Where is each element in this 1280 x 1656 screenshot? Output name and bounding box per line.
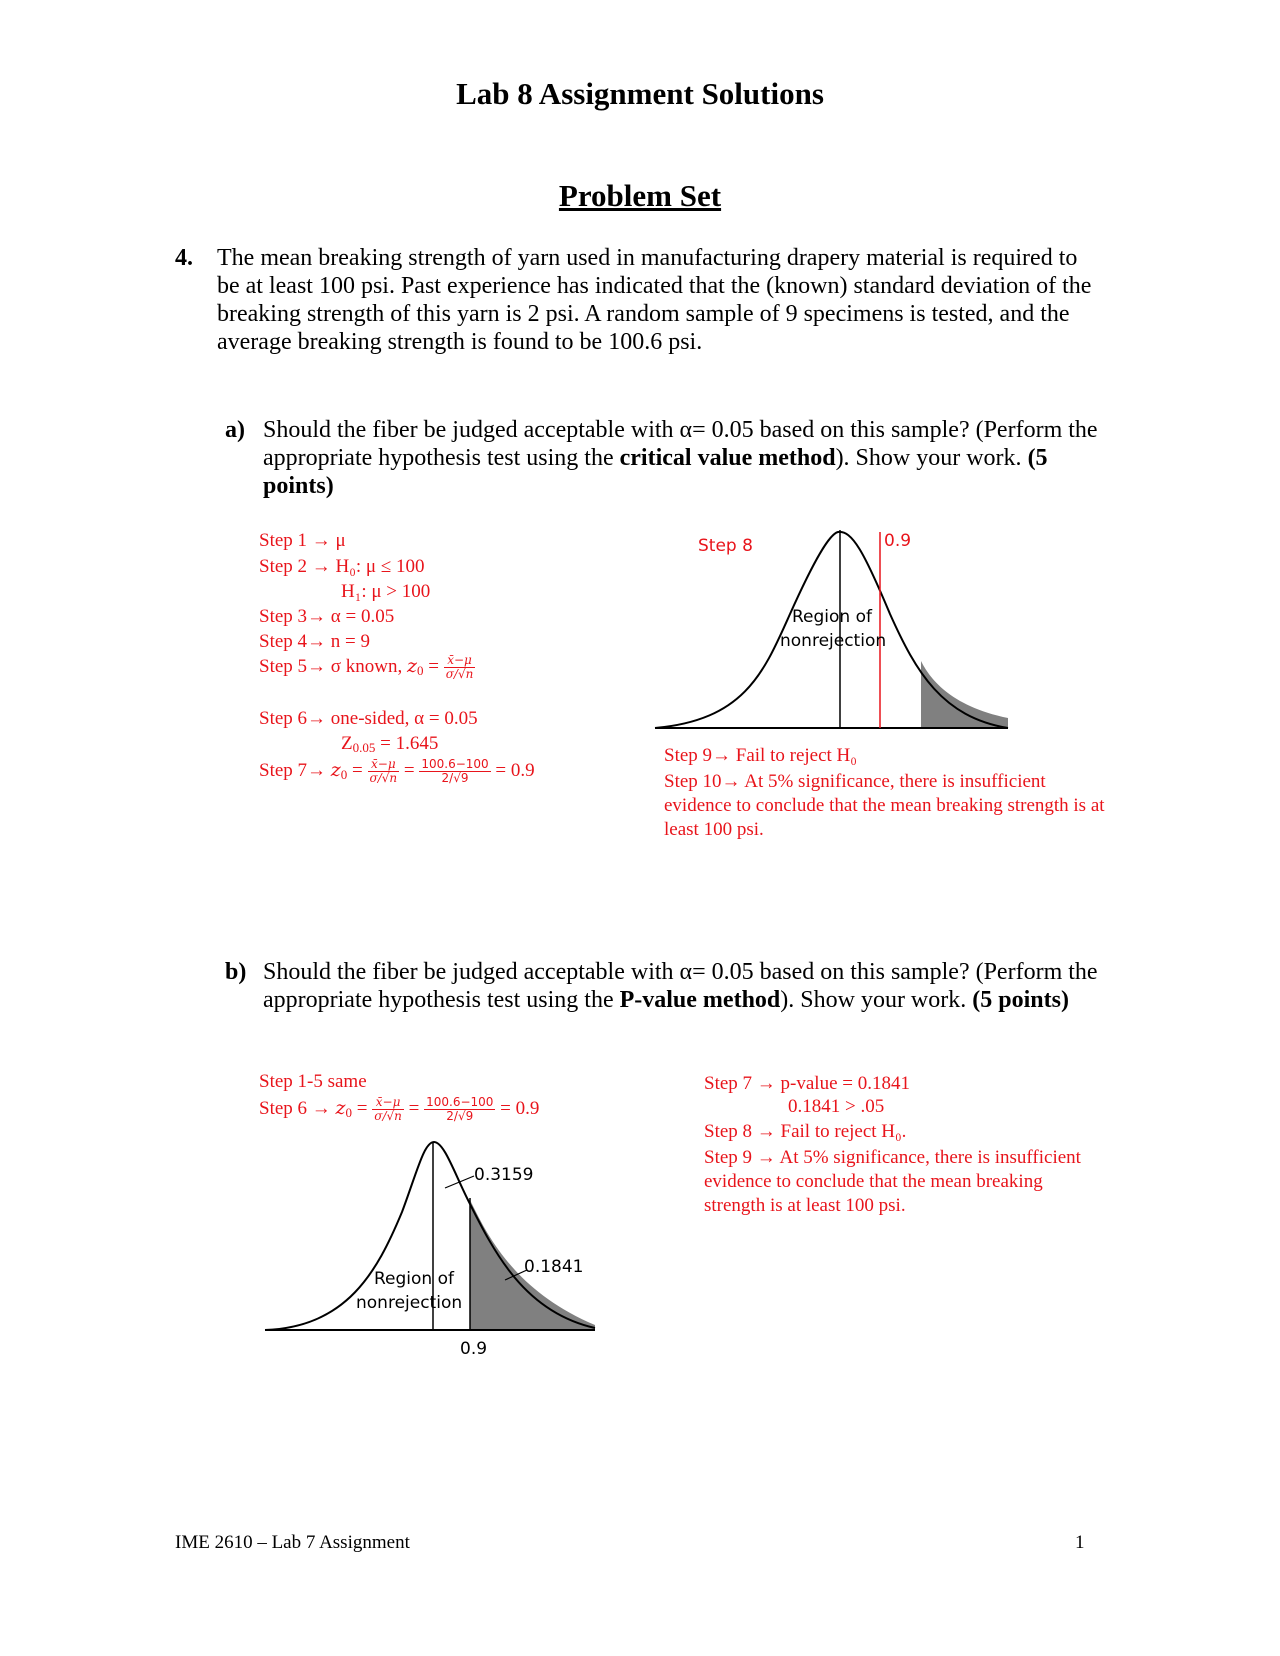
a-step-7 <box>259 758 535 786</box>
region-label-1: Region of <box>374 1269 454 1289</box>
z-critical-symbol: Z <box>341 733 353 754</box>
equals: = <box>403 1097 425 1119</box>
cdf-label: 0.3159 <box>474 1165 534 1185</box>
part-a-method: critical value method <box>619 445 836 471</box>
value-denominator: 2/√9 <box>441 771 469 785</box>
value-numerator: 100.6−100 <box>426 1095 494 1109</box>
problem-number: 4. <box>175 245 193 271</box>
formula-numerator: x̄−μ <box>368 758 400 772</box>
a-step-5-text: Step 5→ σ known, <box>259 655 407 677</box>
z0-subscript: 0 <box>417 662 424 678</box>
formula-numerator: x̄−μ <box>372 1096 404 1110</box>
part-b-text <box>263 958 1105 1014</box>
part-b-text-1: Should the fiber be judged acceptable with α= 0.05 based on this sample? (Perform the appropriate hypothesis test using the <box>263 959 1098 1013</box>
b-step-6-result: = 0.9 <box>500 1097 540 1119</box>
formula-denominator: σ/√n <box>369 771 398 785</box>
a-step-4: Step 4→ n = 9 <box>259 631 370 652</box>
a-step-2-h1: H₁: μ > 100 <box>341 581 431 602</box>
z0-subscript: 0 <box>345 1104 353 1120</box>
step-8-label: Step 8 <box>698 536 753 556</box>
z-value-fraction <box>424 1096 495 1123</box>
equals: = <box>399 759 420 781</box>
page-number: 1 <box>1075 1532 1085 1553</box>
b-step-6 <box>259 1096 539 1124</box>
a-step-2: Step 2 → H₀: μ ≤ 100 <box>259 556 425 577</box>
cdf-pointer <box>445 1176 474 1188</box>
equals: = <box>352 1097 373 1119</box>
z0-symbol: z <box>330 758 341 781</box>
b-step-9: Step 9 → At 5% significance, there is insufficient evidence to conclude that the mean breaking strength is at least 100 psi. <box>704 1147 1081 1216</box>
part-b-question <box>225 958 1105 1014</box>
formula-denominator: σ/√n <box>445 667 474 681</box>
part-a-label: a) <box>225 417 245 443</box>
b-step-7-compare: 0.1841 > .05 <box>788 1096 885 1117</box>
z0-symbol: z <box>335 1096 346 1119</box>
a-step-6: Step 6→ one-sided, α = 0.05 <box>259 708 478 729</box>
region-label-1: Region of <box>792 607 872 627</box>
formula-denominator: σ/√n <box>374 1109 402 1123</box>
part-b-points: (5 points) <box>972 987 1069 1013</box>
problem-4 <box>175 244 1105 356</box>
b-step-7: Step 7 → p-value = 0.1841 <box>704 1073 910 1094</box>
a-step-3: Step 3→ α = 0.05 <box>259 606 395 627</box>
part-a-question <box>225 416 1105 500</box>
a-step-6-critical <box>341 733 438 759</box>
test-statistic-label: 0.9 <box>884 531 912 551</box>
part-a-points: (5 points) <box>263 445 1048 499</box>
b-step-6-text: Step 6 → <box>259 1097 336 1119</box>
region-label-2: nonrejection <box>780 631 887 651</box>
z0-subscript: 0 <box>340 766 348 782</box>
a-step-9: Step 9→ Fail to reject H₀ <box>664 745 857 766</box>
a-step-5 <box>259 654 475 682</box>
value-numerator: 100.6−100 <box>421 757 489 771</box>
b-step-1-5: Step 1-5 same <box>259 1071 367 1092</box>
b-step-8: Step 8 → Fail to reject H₀. <box>704 1121 907 1142</box>
z-formula-fraction <box>368 758 400 785</box>
part-b-normal-curve <box>262 1132 602 1362</box>
part-b-label: b) <box>225 959 247 985</box>
formula-numerator: x̄−μ <box>444 654 476 668</box>
part-b-method: P-value method <box>619 987 781 1013</box>
part-a-normal-curve <box>650 522 1020 740</box>
value-denominator: 2/√9 <box>446 1109 474 1123</box>
a-step-7-result: = 0.9 <box>495 759 535 781</box>
part-b-text-2: ). Show your work. <box>780 987 973 1013</box>
a-step-1: Step 1 → μ <box>259 530 346 551</box>
a-step-7-text: Step 7→ <box>259 759 331 781</box>
rejection-region <box>921 661 1008 728</box>
part-a-text-1: Should the fiber be judged acceptable with α= 0.05 based on this sample? (Perform the appropriate hypothesis test using the <box>263 417 1098 471</box>
a-step-10: Step 10→ At 5% significance, there is insufficient evidence to conclude that the mean breaking strength is at least 100 psi. <box>664 771 1105 840</box>
tail-label: 0.1841 <box>524 1257 584 1277</box>
z-formula-fraction <box>444 654 476 681</box>
section-title-text: Problem Set <box>558 178 722 213</box>
z0-symbol: z <box>407 654 418 677</box>
equals: = <box>347 759 368 781</box>
equals: = <box>423 655 444 677</box>
z-formula-fraction <box>372 1096 404 1123</box>
z-critical-value: = 1.645 <box>375 733 439 754</box>
z-critical-sub: 0.05 <box>352 740 376 755</box>
document-title: Lab 8 Assignment Solutions <box>456 76 824 111</box>
region-label-2: nonrejection <box>356 1293 463 1313</box>
footer-course: IME 2610 – Lab 7 Assignment <box>175 1532 410 1553</box>
problem-text: The mean breaking strength of yarn used in manufacturing drapery material is required to be at least 100 psi. Past experience has indicated that the (known) standard deviation of the breaking strength of this yarn is 2 psi. A random sample of 9 specimens is tested, and the average breaking strength is found to be 100.6 psi. <box>217 245 1092 355</box>
part-a-text-2: ). Show your work. <box>835 445 1028 471</box>
section-title <box>0 178 1280 214</box>
z-value-fraction <box>419 758 490 785</box>
part-a-text <box>263 416 1105 500</box>
x-value-label: 0.9 <box>460 1339 488 1359</box>
